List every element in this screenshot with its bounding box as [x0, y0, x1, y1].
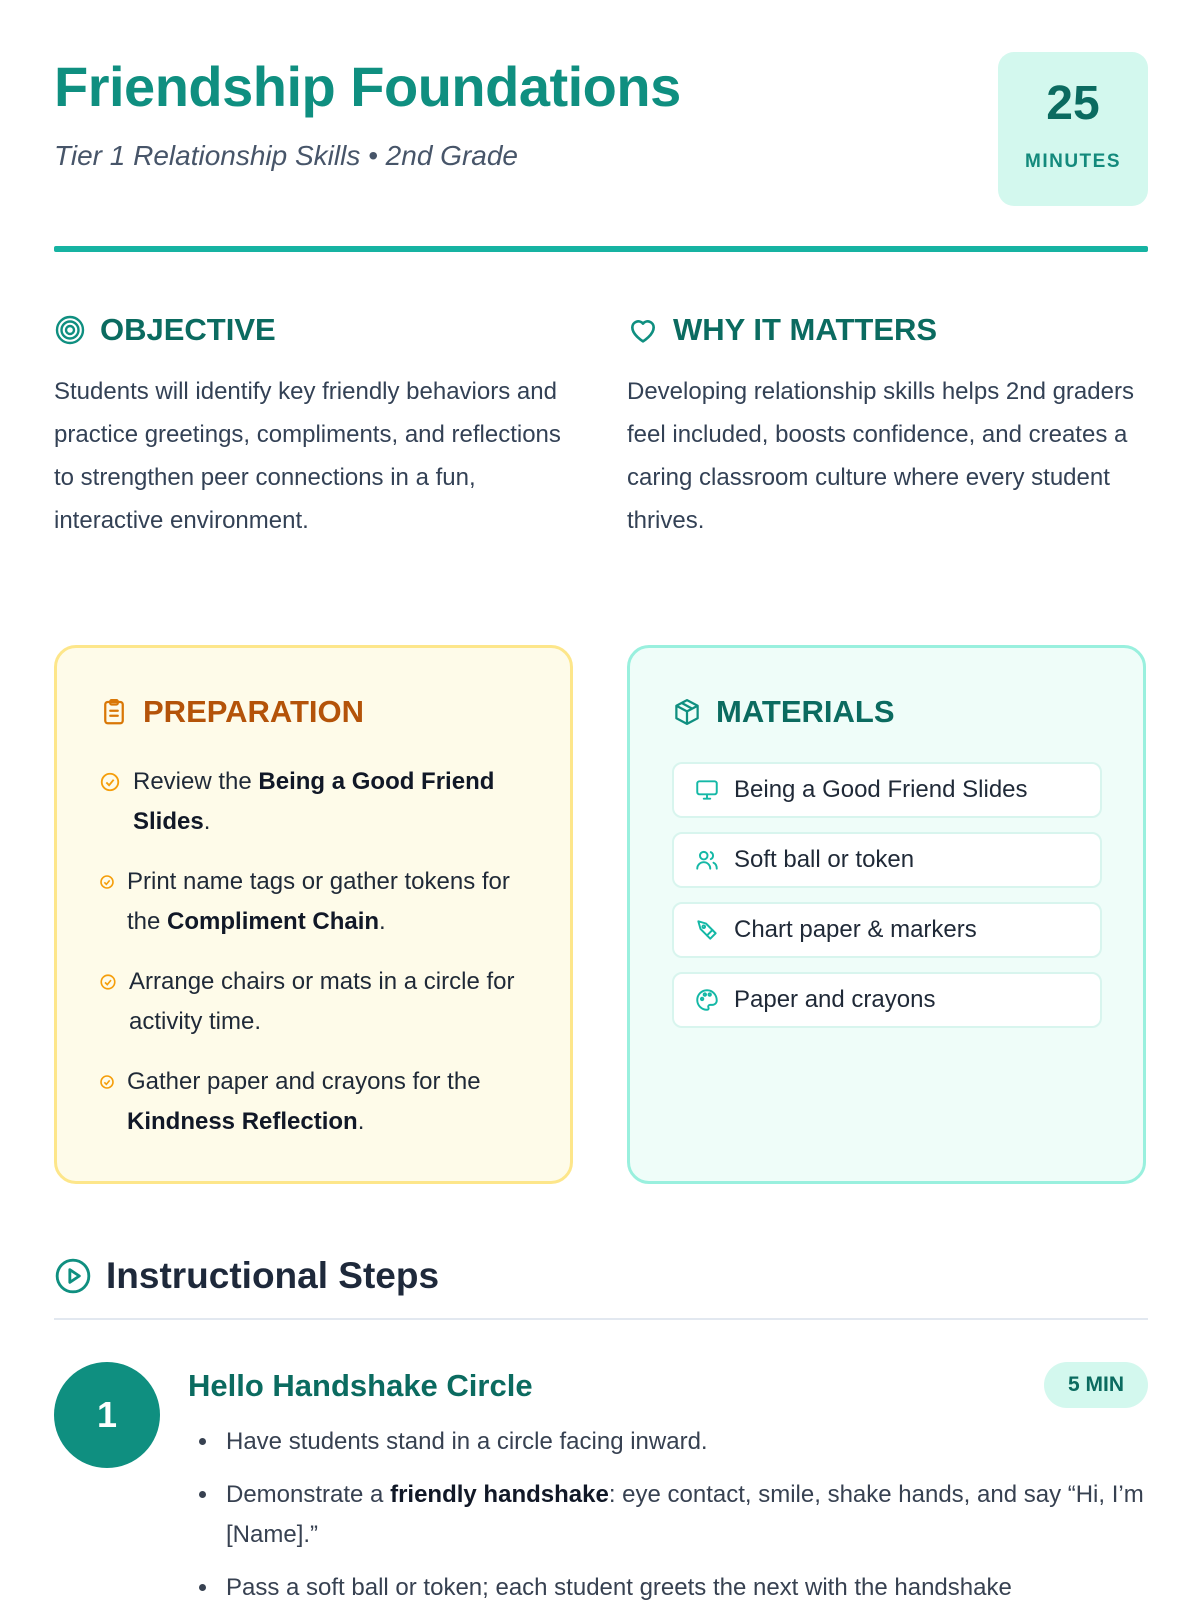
- monitor-icon: [694, 777, 720, 803]
- preparation-list: [99, 762, 539, 1162]
- why-text: Developing relationship skills helps 2nd graders feel included, boosts confidence, and creates a caring classroom culture where every student thrives.: [627, 378, 1134, 534]
- lesson-subtitle: Tier 1 Relationship Skills • 2nd Grade: [54, 140, 518, 171]
- why-it-matters-section: [627, 310, 1147, 542]
- objective-section: [54, 310, 574, 542]
- duration-badge: [998, 52, 1148, 206]
- step-card: [54, 1362, 1148, 1600]
- step-bullet: • Demonstrate a friendly handshake: eye contact, smile, shake hands, and say “Hi, I’m [Name].”: [220, 1475, 1148, 1555]
- instructional-steps-heading: Instructional Steps: [106, 1255, 440, 1296]
- step-bullet: • Pass a soft ball or token; each student greets the next with the handshake: [220, 1568, 1148, 1600]
- preparation-item: Print name tags or gather tokens for the Compliment Chain.: [99, 862, 539, 942]
- header-divider: [54, 246, 1148, 252]
- step-bullet: • Have students stand in a circle facing inward.: [220, 1422, 1148, 1462]
- materials-heading: MATERIALS: [716, 694, 895, 729]
- step-bullet-list: [220, 1422, 1148, 1600]
- preparation-heading: PREPARATION: [143, 694, 365, 729]
- preparation-item: Gather paper and crayons for the Kindness Reflection.: [99, 1062, 539, 1142]
- lesson-header: [54, 52, 1148, 212]
- check-circle-icon: [99, 1074, 115, 1090]
- heart-icon: [627, 314, 659, 346]
- duration-value: 25: [1046, 77, 1100, 130]
- preparation-item: Review the Being a Good Friend Slides.: [99, 762, 539, 842]
- preparation-item: Arrange chairs or mats in a circle for activity time.: [99, 962, 539, 1042]
- material-item: Chart paper & markers: [672, 902, 1102, 958]
- objective-text: Students will identify key friendly behaviors and practice greetings, compliments, and reflections to strengthen peer connections in a fun, interactive environment.: [54, 378, 561, 534]
- pen-icon: [694, 917, 720, 943]
- lesson-plan-page: [54, 0, 1148, 1600]
- lesson-title: Friendship Foundations: [54, 55, 681, 118]
- check-circle-icon: [99, 874, 115, 890]
- step-number: 1: [54, 1362, 160, 1468]
- instructional-steps-header: [54, 1255, 439, 1297]
- check-circle-icon: [99, 973, 117, 991]
- users-icon: [694, 847, 720, 873]
- step-title: Hello Handshake Circle: [188, 1368, 533, 1403]
- clipboard-icon: [99, 697, 129, 727]
- box-icon: [672, 697, 702, 727]
- steps-divider: [54, 1318, 1148, 1320]
- material-item: Soft ball or token: [672, 832, 1102, 888]
- materials-card: [627, 645, 1146, 1184]
- play-circle-icon: [54, 1257, 92, 1295]
- material-item: Being a Good Friend Slides: [672, 762, 1102, 818]
- material-item: Paper and crayons: [672, 972, 1102, 1028]
- palette-icon: [694, 987, 720, 1013]
- objective-heading: OBJECTIVE: [100, 312, 276, 347]
- duration-unit: MINUTES: [1025, 151, 1121, 172]
- check-circle-icon: [99, 771, 121, 793]
- preparation-card: [54, 645, 573, 1184]
- step-time-badge: 5 MIN: [1044, 1362, 1148, 1408]
- materials-list: [672, 762, 1102, 1042]
- target-icon: [54, 314, 86, 346]
- why-heading: WHY IT MATTERS: [673, 312, 938, 347]
